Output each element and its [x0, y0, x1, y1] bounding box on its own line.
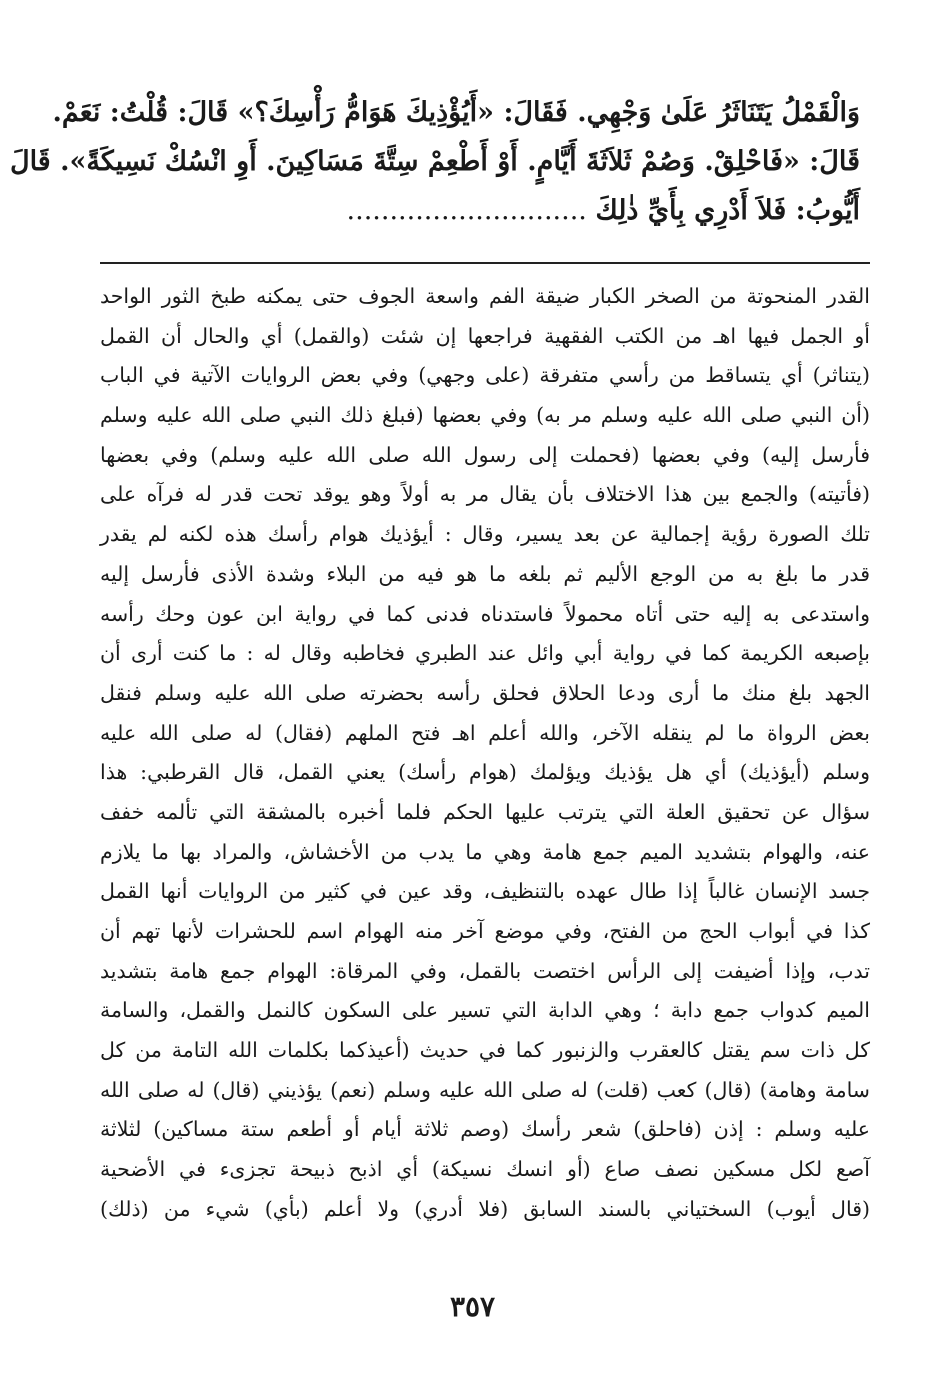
- commentary-line: تلك الصورة رؤية إجمالية عن بعد يسير، وقال : أيؤذيك هوام رأسك هذه لكنه لم يقدر: [100, 522, 870, 547]
- footnote-divider: [100, 262, 870, 264]
- commentary-line: قدر ما بلغ به من الوجع الأليم ثم بلغه ما هو فيه من البلاء وشدة الأذى فأرسل إليه: [100, 561, 870, 586]
- commentary-text: [100, 277, 870, 1230]
- commentary-line: تدب، وإذا أضيفت إلى الرأس اختصت بالقمل، وفي المرقاة: الهوام جمع هامة بتشديد: [100, 958, 870, 983]
- commentary-line: وسلم (أيؤذيك) أي هل يؤذيك ويؤلمك (هوام رأسك) يعني القمل، قال القرطبي: هذا: [100, 760, 870, 785]
- commentary-line: سامة وهامة) (قال) كعب (قلت) له صلى الله عليه وسلم (نعم) يؤذيني (قال) له صلى الله: [100, 1077, 870, 1102]
- commentary-line: بإصبعه الكريمة كما في رواية أبي وائل عند الطبري فخاطبه وقال له : ما كنت أرى أن: [100, 641, 870, 666]
- commentary-line: عنه، والهوام بتشديد الميم جمع هامة وهي ما يدب من الأخشاش، والمراد بها ما يلازم: [100, 839, 870, 864]
- commentary-line: أو الجمل فيها اهـ من الكتب الفقهية فراجعها إن شئت (والقمل) أي والحال أن القمل: [100, 323, 870, 348]
- commentary-line: بعض الرواة ما لم ينقله الآخر، والله أعلم اهـ فتح الملهم (فقال) له صلى الله عليه: [100, 720, 870, 745]
- commentary-line: سؤال عن تحقيق العلة التي يترتب عليها الحكم فلما أخبره بالمشقة التي تألمه خفف: [100, 799, 870, 824]
- commentary-line: الجهد بلغ منك ما أرى ودعا الحلاق فحلق رأسه بحضرته صلى الله عليه وسلم فنقل: [100, 680, 870, 705]
- commentary-line: القدر المنحوتة من الصخر الكبار ضيقة الفم واسعة الجوف حتى يمكنه طبخ الثور الواحد: [100, 284, 870, 308]
- commentary-line: واستدعى به إليه حتى أتاه محمولاً فاستدناه فدنى كما في رواية ابن عون وحك رأسه: [100, 601, 870, 626]
- hadith-text: [9, 88, 860, 235]
- commentary-line: (يتناثر) أي يتساقط من رأسي متفرقة (على وجهي) وفي بعض الروايات الآتية في الباب: [100, 363, 871, 388]
- commentary-line: فأرسل إليه) وفي بعضها (فحملت إلى رسول الله صلى الله عليه وسلم) وفي بعضها: [100, 442, 870, 467]
- commentary-line: كذا في أبواب الحج من الفتح، وفي موضع آخر منه الهوام اسم للحشرات لأنها تهم أن: [100, 919, 870, 943]
- commentary-line: جسد الإنسان غالباً إذا طال عهده بالتنظيف، وقد عين في كثير من الروايات أنها القمل: [100, 879, 870, 904]
- commentary-line: الميم كدواب جمع دابة ؛ وهي الدابة التي تسير على السكون كالنمل والقمل، والسامة: [100, 998, 870, 1023]
- commentary-line: عليه وسلم : إذن (فاحلق) شعر رأسك (وصم ثلاثة أيام أو أطعم ستة مساكين) لثلاثة: [100, 1117, 870, 1142]
- commentary-line: كل ذات سم يقتل كالعقرب والزنبور كما في حديث (أعيذكما بكلمات الله التامة من كل: [100, 1038, 870, 1063]
- hadith-line: وَالْقَمْلُ يَتَنَاثَرُ عَلَىٰ وَجْهِي. فَقَالَ: «أَيُؤْذِيكَ هَوَامُّ رَأْسِكَ؟» قَالَ: قُلْتُ: نَعَمْ.: [52, 97, 860, 128]
- hadith-line: أَيُّوبُ: فَلاَ أَدْرِي بِأَيِّ ذٰلِكَ ............................: [346, 195, 860, 226]
- continuation-dots: ............................: [346, 195, 587, 226]
- commentary-line: (قال أيوب) السختياني بالسند السابق (فلا أدري) ولا أعلم (بأي) شيء من (ذلك): [100, 1196, 870, 1221]
- page-number: ٣٥٧: [449, 1290, 496, 1323]
- commentary-line: (أن النبي صلى الله عليه وسلم مر به) وفي بعضها (فبلغ ذلك النبي صلى الله عليه وسلم: [100, 403, 870, 428]
- hadith-line: قَالَ: «فَاحْلِقْ. وَصُمْ ثَلاَثَةَ أَيَّامٍ. أَوْ أَطْعِمْ سِتَّةَ مَسَاكِينَ. أَوِ انْسُكْ نَسِيكَةً». قَالَ: [9, 146, 860, 177]
- commentary-line: (فأتيته) والجمع بين هذا الاختلاف بأن يقال مر به أولاً وهو يوقد تحت قدر له فرآه على: [100, 482, 870, 507]
- commentary-line: آصع لكل مسكين نصف صاع (أو انسك نسيكة) أي اذبح ذبيحة تجزىء في الأضحية: [100, 1157, 870, 1182]
